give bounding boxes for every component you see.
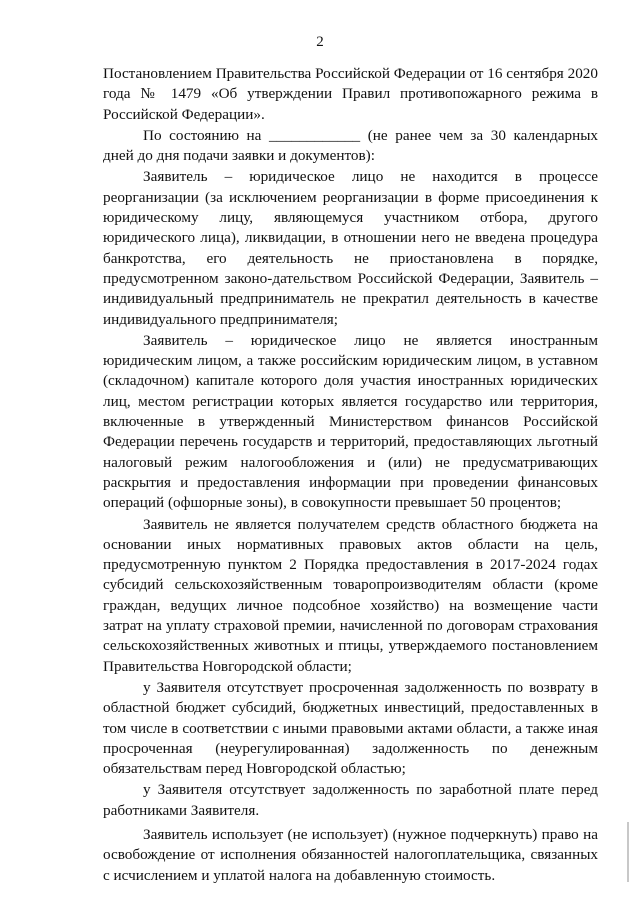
paragraph-status-date: По состоянию на ____________ (не ранее чем за 30 календарных дней до дня подачи заявки и документов): (103, 126, 598, 165)
paragraph-no-overdue-debt: у Заявителя отсутствует просроченная задолженность по возврату в областной бюджет субсидий, бюджетных инвестиций, предоставленных в том числе в соответствии с иными правовыми актами области, а также иная просроченная (неурегулированная) задолженность по денежным обязательствам перед Новгородской областью; (103, 678, 598, 778)
paragraph-vat-exemption: Заявитель использует (не использует) (нужное подчеркнуть) право на освобождение от исполнения обязанностей налогоплательщика, связанных с исчислением и уплатой налога на добавленную стоимость. (103, 825, 598, 884)
paragraph-not-foreign-entity: Заявитель – юридическое лицо не является иностранным юридическим лицом, а также российским юридическим лицом, в уставном (складочном) капитале которого доля участия иностранных юридических лиц, местом регистрации которых является государство или территория, включенные в утвержденный Министерством финансов Российской Федерации перечень государств и территорий, предоставляющих льготный налоговый режим налогообложения и (или) не предусматривающих раскрытия и предоставления информации при проведении финансовых операций (офшорные зоны), в совокупности превышает 50 процентов; (103, 331, 598, 512)
paragraph-resolution-reference: Постановлением Правительства Российской Федерации от 16 сентября 2020 года № 1479 «Об утверждении Правил противопожарного режима в Российской Федерации». (103, 65, 598, 123)
paragraph-not-budget-recipient: Заявитель не является получателем средств областного бюджета на основании иных нормативных правовых актов области на цель, предусмотренную пунктом 2 Порядка предоставления в 2017-2024 годах субсидий сельскохозяйственным товаропроизводителям области (кроме граждан, ведущих личное подсобное хозяйство) на возмещение части затрат на уплату страховой премии, начисленной по договорам страхования сельскохозяйственных животных и птицы, утверждаемого постановлением Правительства Новгородской области; (103, 515, 598, 675)
page-number: 2 (316, 34, 324, 50)
paragraph-no-reorganization: Заявитель – юридическое лицо не находится в процессе реорганизации (за исключением реорганизации в форме присоединения к юридическому лицу, являющемуся участником отбора, другого юридического лица), ликвидации, в отношении него не введена процедура банкротства, его деятельность не приостановлена в порядке, предусмотренном законо-дательством Российской Федерации, Заявитель – индивидуальный предприниматель не прекратил деятельность в качестве индивидуального предпринимателя; (103, 168, 598, 328)
document-body (103, 64, 598, 886)
scan-edge-mark (627, 822, 629, 882)
paragraph-no-wage-debt: у Заявителя отсутствует задолженность по заработной плате перед работниками Заявителя. (103, 781, 598, 819)
